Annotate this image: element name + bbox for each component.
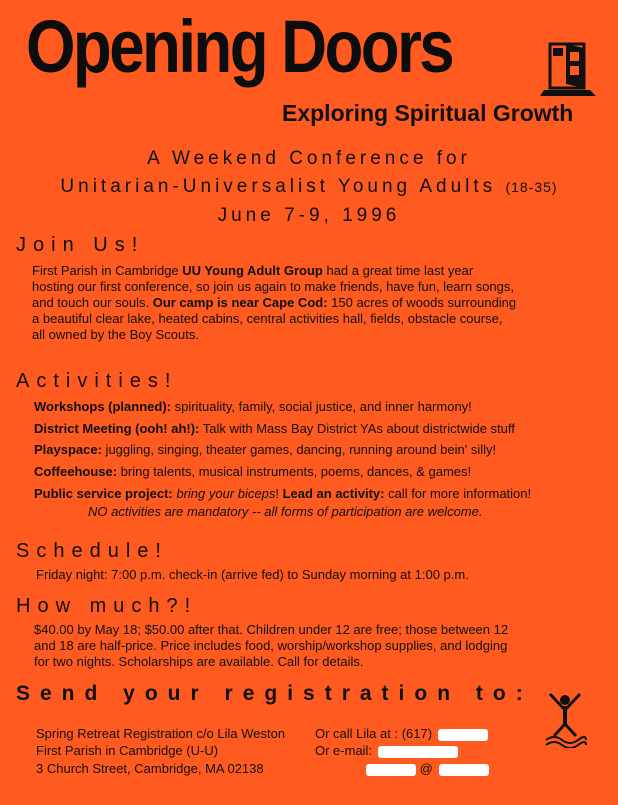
redacted-email-user [378,746,458,758]
intro-line-2 [0,176,618,198]
activity-coffeehouse: Coffeehouse: bring talents, musical instruments, poems, dances, & games! [34,464,472,479]
activity-district: District Meeting (ooh! ah!): Talk with Mass Bay District YAs about districtwide stuff [34,421,515,436]
activity-public-service: Public service project: bring your biceps! Lead an activity: call for more information! [34,486,532,501]
redacted-phone [438,729,488,741]
activity-workshops: Workshops (planned): spirituality, family, social justice, and inner harmony! [34,399,472,414]
address-line-3: 3 Church Street, Cambridge, MA 02138 [36,761,264,776]
redacted-email-name [366,764,416,776]
intro-ages: (18-35) [505,179,558,195]
phone-line: Or call Lila at : (617) [315,726,488,741]
schedule-heading: Schedule! [16,540,168,562]
door-icon [540,38,602,98]
intro-audience: Unitarian-Universalist Young Adults [60,176,497,197]
page-title: Opening Doors [26,5,453,88]
address-line-1: Spring Retreat Registration c/o Lila Weston [36,726,286,741]
join-heading: Join Us! [16,234,145,256]
join-paragraph: First Parish in Cambridge UU Young Adult Group had a great time last year hosting our first conference, so join us again to make friends, have fun, learn songs, and touch our souls. Our camp is near Cape Cod: 150 acres of woods surrounding a beautiful clear lake, heated cabins, central activities hall, fields, obstacle course, all owned by the Boy Scouts. [32,263,517,342]
activities-note: NO activities are mandatory -- all forms of participation are welcome. [88,504,483,519]
email-domain-line: @ [360,761,489,776]
celebrating-person-icon [542,690,588,748]
cost-heading: How much?! [16,595,198,617]
activities-heading: Activities! [16,370,178,392]
address-line-2: First Parish in Cambridge (U-U) [36,743,219,758]
cost-paragraph: $40.00 by May 18; $50.00 after that. Children under 12 are free; those between 12 and 18 are half-price. Price includes food, worship/workshop supplies, and lodging for two nights. Scholarships are available. Call for details. [34,622,509,669]
page-subtitle: Exploring Spiritual Growth [282,100,574,126]
registration-heading: Send your registration to: [16,682,533,705]
intro-line-1: A Weekend Conference for [147,148,471,169]
activity-playspace: Playspace: juggling, singing, theater games, dancing, running around bein' silly! [34,442,497,457]
email-line: Or e-mail: [315,743,458,758]
redacted-email-domain [439,764,489,776]
intro-dates: June 7-9, 1996 [217,205,401,226]
schedule-text: Friday night: 7:00 p.m. check-in (arrive fed) to Sunday morning at 1:00 p.m. [36,567,469,582]
